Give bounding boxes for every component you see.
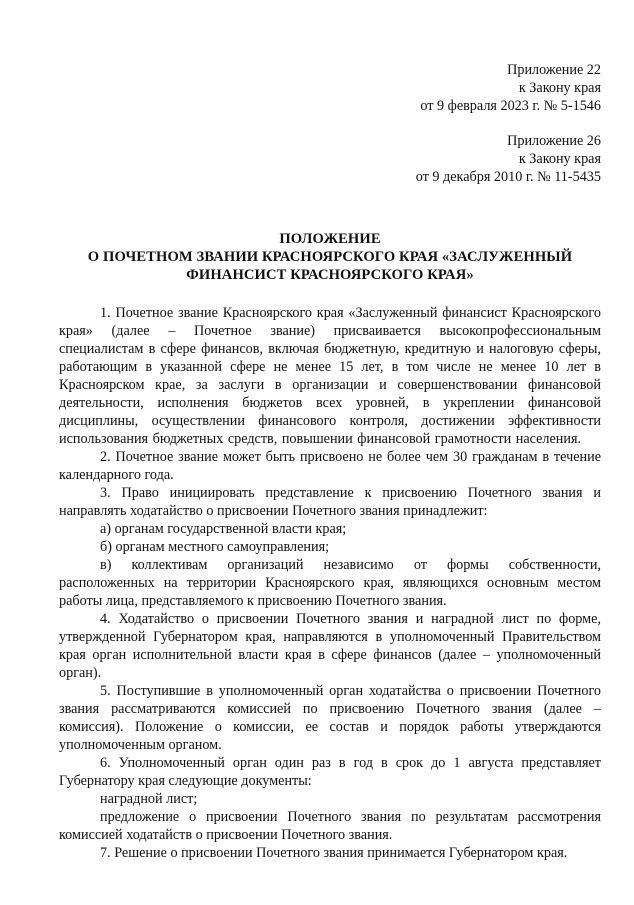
paragraph-6a: наградной лист; (100, 790, 198, 807)
title-line: ПОЛОЖЕНИЕ (279, 230, 381, 247)
appendix-block-26 (59, 133, 601, 186)
title-line: ФИНАНСИСТ КРАСНОЯРСКОГО КРАЯ» (186, 266, 474, 283)
appendix-line: от 9 декабря 2010 г. № 11-5435 (415, 168, 601, 185)
appendix-block-22 (59, 62, 601, 115)
appendix-line: Приложение 22 (507, 62, 601, 78)
paragraph-3: 3. Право инициировать представление к присвоению Почетного звания и направлять ходатайство о присвоении Почетного звания принадлежит: (59, 484, 601, 519)
paragraph-1: 1. Почетное звание Красноярского края «Заслуженный финансист Красноярского края» (далее – Почетное звание) присваивается высокопрофессиональным специалистам в сфере финансов, включая бюджетную, кредитную и налоговую сферы, работающим в указанной сфере не менее 15 лет, в том числе не менее 10 лет в Красноярском крае, за заслуги в организации и совершенствовании финансовой деятельности, исполнения бюджетов всех уровней, в укреплении финансовой дисциплины, осуществлении финансового контроля, достижении эффективности использования бюджетных средств, повышении финансовой грамотности населения. (59, 304, 601, 447)
paragraph-2: 2. Почетное звание может быть присвоено не более чем 30 гражданам в течение календарного года. (59, 448, 601, 483)
title-line: О ПОЧЕТНОМ ЗВАНИИ КРАСНОЯРСКОГО КРАЯ «ЗАСЛУЖЕННЫЙ (87, 248, 573, 265)
paragraph-3a: а) органам государственной власти края; (100, 520, 347, 537)
paragraph-6: 6. Уполномоченный орган один раз в год в срок до 1 августа представляет Губернатору края следующие документы: (59, 754, 601, 789)
appendix-line: к Закону края (518, 79, 601, 96)
appendix-line: от 9 февраля 2023 г. № 5-1546 (420, 97, 601, 114)
document-body (59, 304, 601, 862)
paragraph-3b: б) органам местного самоуправления; (100, 538, 330, 555)
paragraph-5: 5. Поступившие в уполномоченный орган ходатайства о присвоении Почетного звания рассматриваются комиссией по присвоению Почетного звания (далее – комиссия). Положение о комиссии, ее состав и порядок работы утверждаются уполномоченным органом. (59, 682, 601, 753)
paragraph-6b: предложение о присвоении Почетного звания по результатам рассмотрения комиссией ходатайств о присвоении Почетного звания. (59, 808, 601, 843)
appendix-line: к Закону края (518, 151, 601, 168)
document-title (59, 230, 601, 284)
paragraph-7: 7. Решение о присвоении Почетного звания принимается Губернатором края. (100, 844, 568, 861)
appendix-line: Приложение 26 (507, 133, 601, 150)
paragraph-4: 4. Ходатайство о присвоении Почетного звания и наградной лист по форме, утвержденной Губернатором края, направляются в уполномоченный Правительством края орган исполнительной власти края в сфере финансов (далее – уполномоченный орган). (59, 610, 601, 681)
paragraph-3c: в) коллективам организаций независимо от формы собственности, расположенных на территории Красноярского края, являющихся основным местом работы лица, представляемого к присвоению Почетного звания. (59, 556, 601, 609)
